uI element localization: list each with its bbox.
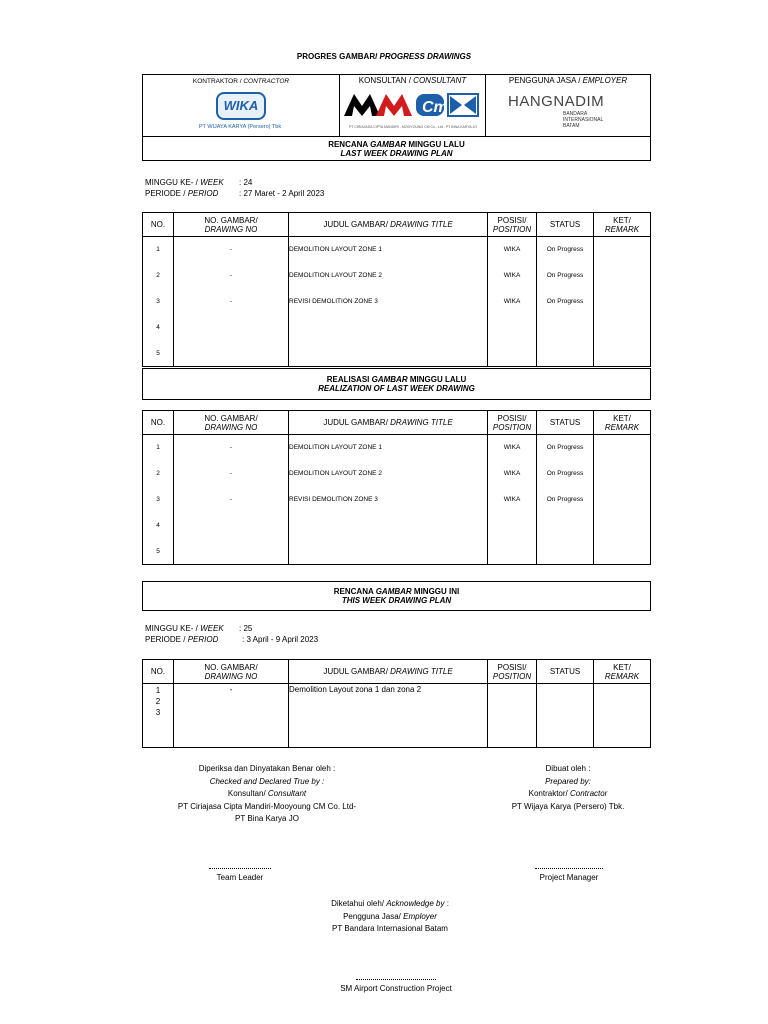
consultant-label: KONSULTAN / CONSULTANT bbox=[358, 76, 467, 85]
table-header-row: NO. NO. GAMBAR/ DRAWING NO JUDUL GAMBAR/ DRAWING TITLE POSISI/ POSITION STATUS KET/ REMARK bbox=[143, 660, 651, 684]
realization-title: REALISASI GAMBAR MINGGU LALU bbox=[326, 375, 467, 384]
this-plan-table bbox=[142, 659, 651, 748]
contractor-label: KONTRAKTOR / CONTRACTOR bbox=[192, 78, 290, 85]
last-plan-title: RENCANA GAMBAR MINGGU LALU bbox=[328, 139, 465, 149]
sm-label: SM Airport Construction Project bbox=[340, 984, 452, 993]
employer-label: PENGGUNA JASA / EMPLOYER bbox=[508, 76, 628, 85]
table-row: 3 - REVISI DEMOLITION ZONE 3 WIKA On Progress bbox=[143, 289, 651, 315]
table-row: 2 - DEMOLITION LAYOUT ZONE 2 WIKA On Progress bbox=[143, 461, 651, 487]
table-row: 4 bbox=[143, 513, 651, 539]
last-plan-subtitle: LAST WEEK DRAWING PLAN bbox=[340, 148, 453, 158]
last-plan-title-cell bbox=[143, 137, 651, 161]
hangnadim-logo-text: HANGNADIM bbox=[508, 93, 605, 110]
last-week-info: MINGGU KE- / WEEK : 24 PERIODE / PERIOD : 27 Maret - 2 April 2023 bbox=[145, 178, 325, 198]
document-title: PROGRES GAMBAR/ PROGRESS DRAWINGS bbox=[296, 52, 472, 61]
consultant-logo-fineprint: PT CIRIAJASA CIPTA MANDIRI - MOOYOUNG CM Co., Ltd - PT BINA KARYA JO bbox=[348, 125, 478, 129]
employer-logo-subtext: BANDARA INTERNASIONAL BATAM bbox=[563, 111, 604, 129]
this-plan-subtitle: THIS WEEK DRAWING PLAN bbox=[341, 596, 452, 605]
table-header-row: NO. NO. GAMBAR/ DRAWING NO JUDUL GAMBAR/ DRAWING TITLE POSISI/ POSITION STATUS KET/ REMARK bbox=[143, 213, 651, 237]
sm-signature-line bbox=[356, 979, 436, 980]
realization-table bbox=[142, 410, 651, 565]
checked-by-block: Diperiksa dan Dinyatakan Benar oleh : Checked and Declared True by : Konsultan/ Consultant PT Ciriajasa Cipta Mandiri-Mooyoung CM Co. Ltd- PT Bina Karya JO bbox=[177, 764, 357, 823]
svg-text:Cm: Cm bbox=[422, 99, 448, 116]
realization-title-box bbox=[142, 368, 651, 400]
project-manager-signature-line bbox=[535, 868, 603, 869]
table-row: 2 - DEMOLITION LAYOUT ZONE 2 WIKA On Progress bbox=[143, 263, 651, 289]
wika-logo: WIKA bbox=[216, 92, 266, 120]
contractor-company-name: PT WIJAYA KARYA (Persero) Tbk bbox=[198, 124, 282, 130]
table-row: 3 - REVISI DEMOLITION ZONE 3 WIKA On Progress bbox=[143, 487, 651, 513]
last-plan-table bbox=[142, 212, 651, 367]
table-row: 4 bbox=[143, 315, 651, 341]
this-plan-title: RENCANA GAMBAR MINGGU INI bbox=[333, 587, 460, 596]
table-header-row: NO. NO. GAMBAR/ DRAWING NO JUDUL GAMBAR/ DRAWING TITLE POSISI/ POSITION STATUS KET/ REMARK bbox=[143, 411, 651, 435]
acknowledged-by-block: Diketahui oleh/ Acknowledge by : Pengguna Jasa/ Employer PT Bandara Internasional Batam bbox=[331, 899, 449, 933]
prepared-by-block: Dibuat oleh : Prepared by: Kontraktor/ Contractor PT Wijaya Karya (Persero) Tbk. bbox=[511, 764, 625, 811]
this-plan-title-box bbox=[142, 581, 651, 611]
project-manager-label: Project Manager bbox=[539, 873, 599, 882]
team-leader-signature-line bbox=[209, 868, 271, 869]
table-row: 1 2 3 - Demolition Layout zona 1 dan zona 2 bbox=[143, 684, 651, 748]
table-row: 5 bbox=[143, 341, 651, 367]
consultant-logo bbox=[342, 86, 484, 126]
table-row: 1 - DEMOLITION LAYOUT ZONE 1 WIKA On Progress bbox=[143, 435, 651, 461]
hangnadim-logo bbox=[508, 93, 604, 110]
table-row: 5 bbox=[143, 539, 651, 565]
team-leader-label: Team Leader bbox=[216, 873, 264, 882]
table-row: 1 - DEMOLITION LAYOUT ZONE 1 WIKA On Progress bbox=[143, 237, 651, 263]
realization-subtitle: REALIZATION OF LAST WEEK DRAWING bbox=[318, 384, 475, 393]
this-week-info: MINGGU KE- / WEEK : 25 PERIODE / PERIOD : 3 April - 9 April 2023 bbox=[145, 624, 319, 644]
